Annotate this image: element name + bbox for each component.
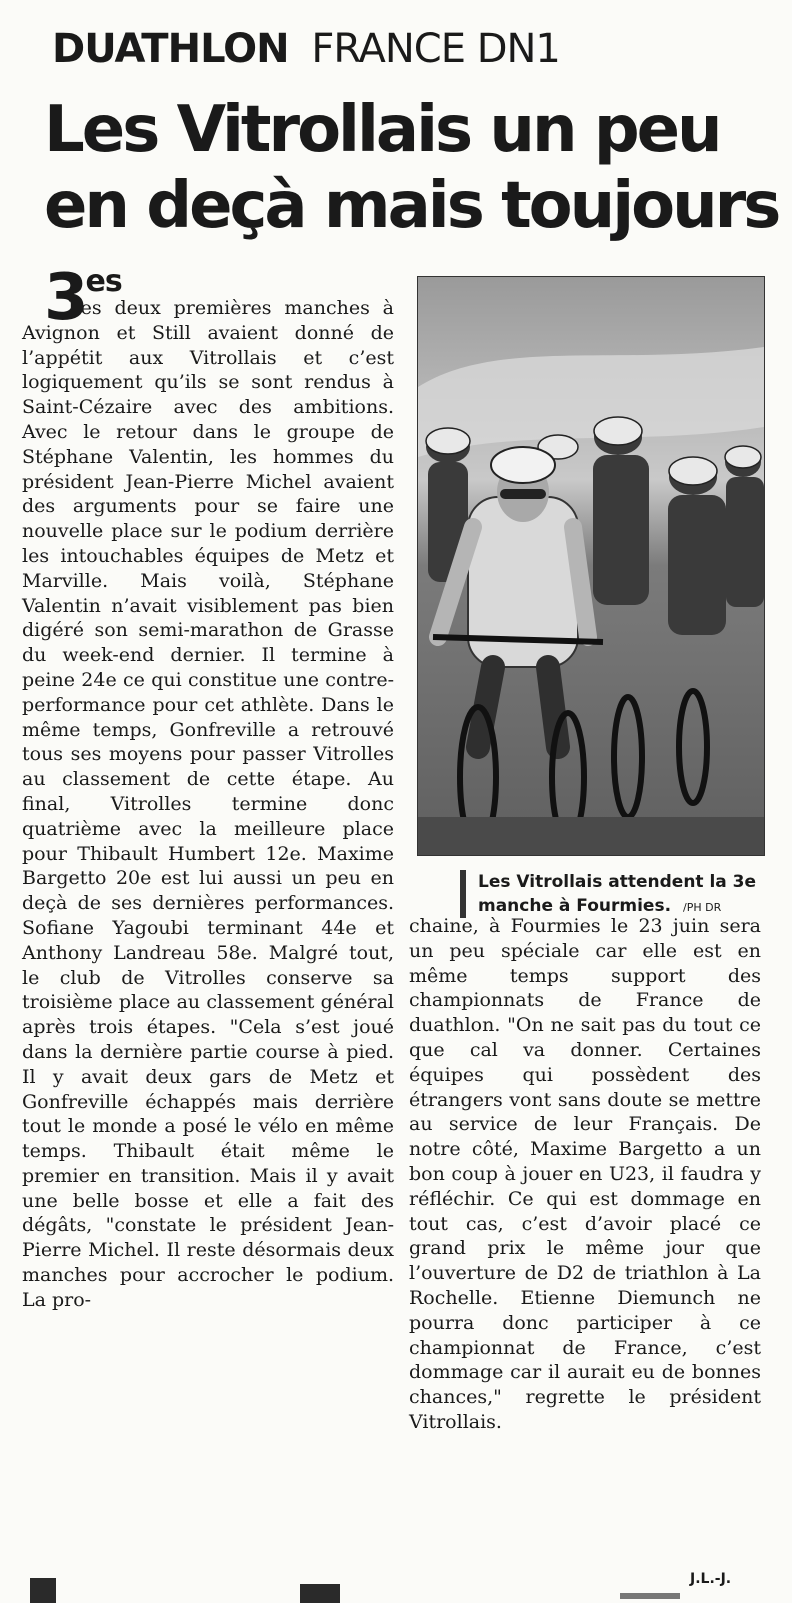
photo-caption bbox=[460, 870, 778, 918]
kicker-section: DUATHLON bbox=[52, 26, 289, 72]
article-column-1: Les deux premières manches à Avignon et Still avaient donné de l’appétit aux Vitrollais et c’est logiquement qu’ils se sont rendus à Saint-Cézaire avec des ambitions. Avec le retour dans le groupe de Stéphane Valentin, les hommes du président Jean-Pierre Michel avaient des arguments pour se faire une nouvelle place sur le podium derrière les intouchables équipes de Metz et Marville. Mais voilà, Stéphane Valentin n’avait visiblement pas bien digéré son semi-marathon de Grasse du week-end dernier. Il termine à peine 24e ce qui constitue une contre-performance pour cet athlète. Dans le même temps, Gonfreville a retrouvé tous ses moyens pour passer Vitrolles au classement de cette étape. Au final, Vitrolles termine donc quatrième avec la meilleure place pour Thibault Humbert 12e. Maxime Bargetto 20e est lui aussi un peu en deçà de ses dernières performances. Sofiane Yagoubi terminant 44e et Anthony Landreau 58e. Malgré tout, le club de Vitrolles conserve sa troisième place au classement général après trois étapes. "Cela s’est joué dans la dernière partie course à pied. Il y avait deux gars de Metz et Gonfreville échappés mais derrière tout le monde a posé le vélo en même temps. Thibault était même le premier en transition. Mais il y avait une belle bosse et elle a fait des dégâts, "constate le président Jean-Pierre Michel. Il reste désormais deux manches pour accrocher le podium. La pro- bbox=[22, 297, 394, 1311]
scan-mark bbox=[30, 1578, 56, 1603]
cyclists-photo bbox=[417, 276, 765, 856]
cyclists-photo-image bbox=[418, 277, 764, 855]
headline-text: Les Vitrollais un peu en deçà mais toujours 3 bbox=[44, 93, 779, 335]
article-column-2: chaine, à Fourmies le 23 juin sera un peu spéciale car elle est en même temps support des championnats de France de duathlon. "On ne sait pas du tout ce que cal va donner. Certaines équipes qui possèdent des étrangers vont sans doute se mettre au service de leur Français. De notre côté, Maxime Bargetto a un bon coup à jouer en U23, il faudra y réfléchir. Ce qui est dommage en tout cas, c’est d’avoir placé ce grand prix le même jour que l’ouverture de D2 de triathlon à La Rochelle. Etienne Diemunch ne pourra donc participer à ce championnat de France, c’est dommage car il aurait eu de bonnes chances," regrette le président Vitrollais. bbox=[409, 915, 761, 1433]
author-signature: J.L.-J. bbox=[690, 1571, 732, 1587]
scan-mark bbox=[620, 1593, 680, 1599]
kicker bbox=[52, 26, 560, 72]
caption-text: Les Vitrollais attendent la 3e manche à Fourmies. bbox=[478, 872, 757, 916]
headline-superscript: es bbox=[85, 264, 122, 299]
kicker-competition: FRANCE DN1 bbox=[311, 26, 560, 72]
photo-credit: /PH DR bbox=[683, 901, 722, 914]
scan-mark bbox=[300, 1584, 340, 1603]
